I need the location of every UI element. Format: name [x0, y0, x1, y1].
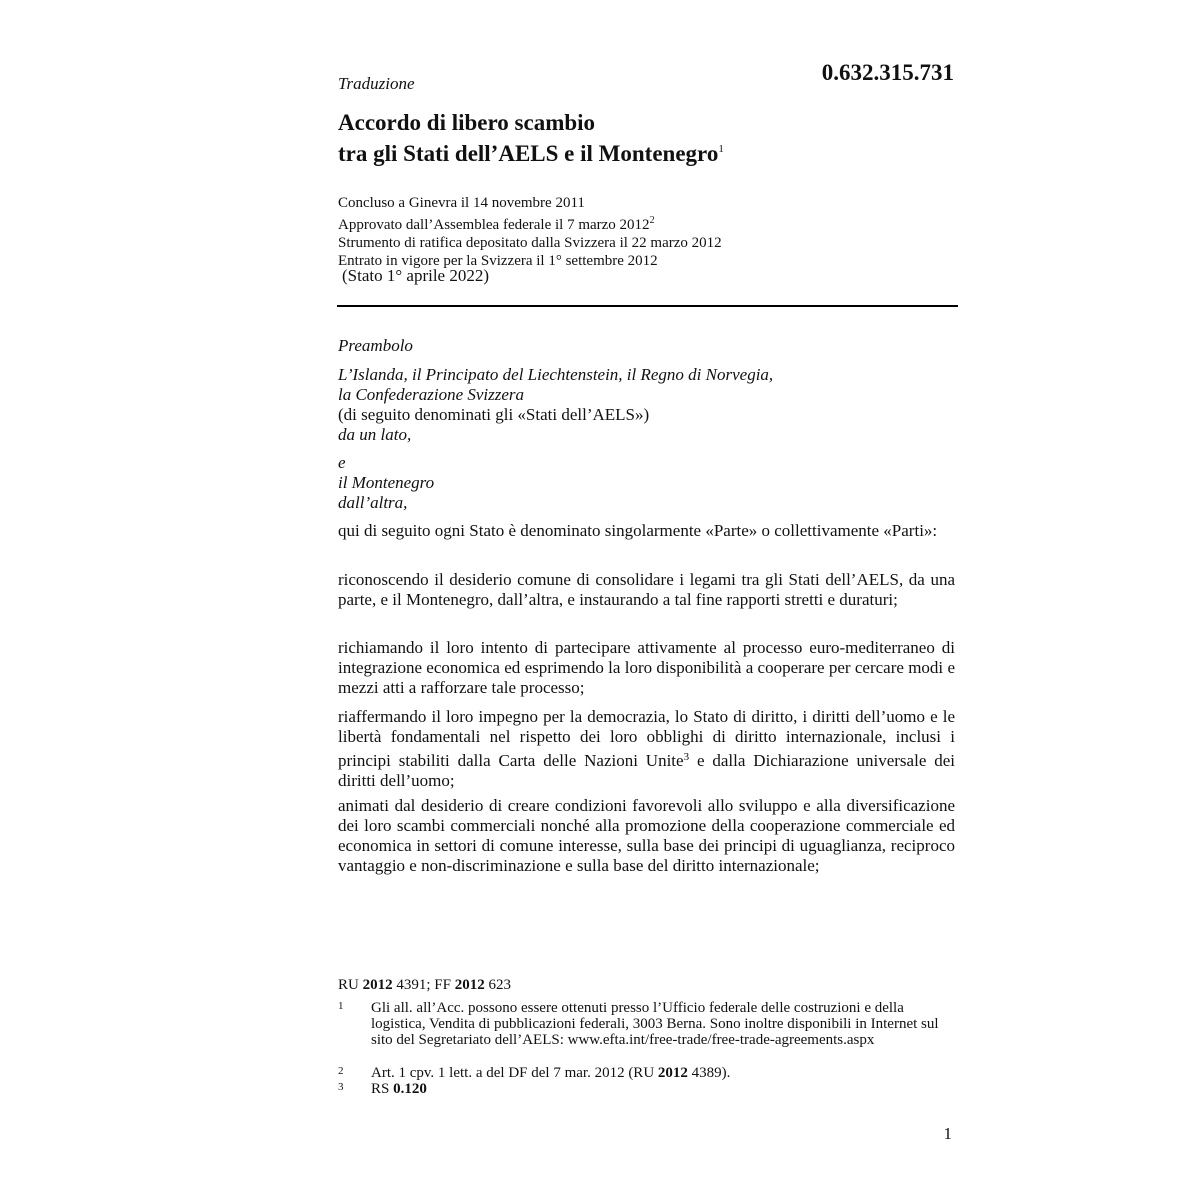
preamble-paragraph-5: animati dal desiderio di creare condizioni favorevoli allo sviluppo e alla diversificazione dei loro scambi commerciali nonché alla promozione della cooperazione commerciale ed economica in settori di comune interesse, sulla base dei principi di uguaglianza, reciproco vantaggio e non-discriminazione e sulla base del diritto internazionale;	[338, 796, 955, 875]
meta-approved-text: Approvato dall’Assemblea federale il 7 marzo 2012	[338, 217, 650, 233]
preamble-counterparty	[338, 453, 955, 513]
meta-approved-footnote-ref[interactable]: 2	[649, 215, 655, 226]
paragraph-4-footnote-ref[interactable]: 3	[683, 751, 690, 763]
ref-ff-year: 2012	[454, 977, 485, 993]
ref-ff-page: 623	[484, 977, 511, 993]
title-line-1: Accordo di libero scambio	[338, 110, 596, 135]
footnote-3-number: 3	[338, 1081, 344, 1093]
footnote-2-text	[371, 1065, 948, 1081]
one-side: da un lato,	[338, 425, 412, 444]
other-side: dall’altra,	[338, 493, 408, 512]
meta-in-force: Entrato in vigore per la Svizzera il 1° settembre 2012	[338, 253, 658, 269]
footnote-3-text	[371, 1081, 948, 1097]
parties-note: (di seguito denominati gli «Stati dell’AELS»)	[338, 405, 650, 424]
sr-number: 0.632.315.731	[821, 60, 954, 85]
preamble-heading: Preambolo	[338, 336, 413, 355]
document-metadata	[338, 194, 722, 270]
paragraph-4-text-b: e dalla Dichiarazione universale dei diritti dell’uomo;	[338, 751, 955, 790]
footnote-1-text: Gli all. all’Acc. possono essere ottenuti presso l’Ufficio federale delle costruzioni e della logistica, Vendita di pubblicazioni federali, 3003 Berna. Sono inoltre disponibili in Internet sul sito del Segretariato dell’AELS: www.efta.int/free-trade/free-trade-agreements.aspx	[371, 1000, 939, 1048]
title-footnote-ref[interactable]: 1	[718, 143, 724, 155]
preamble-paragraph-2: riconoscendo il desiderio comune di consolidare i legami tra gli Stati dell’AELS, da una parte, e il Montenegro, dall’altra, e instaurando a tal fine rapporti stretti e duraturi;	[338, 570, 955, 609]
ref-ru-year: 2012	[362, 977, 393, 993]
header-divider	[337, 305, 958, 307]
document-label: Traduzione	[338, 74, 415, 93]
preamble-paragraph-4	[338, 707, 955, 791]
meta-approved	[338, 212, 722, 234]
title-line-2-text: tra gli Stati dell’AELS e il Montenegro	[338, 141, 719, 166]
parties-line-2: la Confederazione Svizzera	[338, 385, 525, 404]
fn3-text-a: RS	[371, 1081, 394, 1097]
ref-ru-label: RU	[338, 977, 363, 993]
conjunction: e	[338, 453, 346, 472]
ref-ff-label: 4391; FF	[392, 977, 455, 993]
meta-concluded: Concluso a Ginevra il 14 novembre 2011	[338, 195, 585, 211]
status-date: (Stato 1° aprile 2022)	[342, 266, 490, 285]
preamble-paragraph-3: richiamando il loro intento di partecipare attivamente al processo euro-mediterraneo di integrazione economica ed esprimendo la loro disponibilità a cooperare per cercare modi e mezzi atti a rafforzare tale processo;	[338, 638, 955, 697]
footnote-2-number: 2	[338, 1065, 344, 1077]
footnote-2	[338, 1065, 948, 1081]
document-title	[338, 110, 724, 167]
preamble-parties	[338, 365, 955, 445]
footnote-1-number: 1	[338, 1000, 344, 1012]
preamble-paragraph-1: qui di seguito ogni Stato è denominato singolarmente «Parte» o collettivamente «Parti»:	[338, 521, 938, 540]
official-references	[338, 977, 511, 994]
counterparty-name: il Montenegro	[338, 473, 435, 492]
fn2-text-c: 4389).	[687, 1065, 731, 1081]
fn2-year: 2012	[657, 1065, 688, 1081]
page-number: 1	[943, 1124, 952, 1143]
footnote-1	[338, 1000, 948, 1048]
fn2-text-a: Art. 1 cpv. 1 lett. a del DF del 7 mar. 2012 (RU	[371, 1065, 658, 1081]
footnote-3	[338, 1081, 948, 1097]
title-line-2	[338, 136, 724, 167]
fn3-rs-number: 0.120	[393, 1081, 427, 1097]
paragraph-4-text-a: riaffermando il loro impegno per la democrazia, lo Stato di diritto, i diritti dell’uomo e le libertà fondamentali nel rispetto dei loro obblighi di diritto internazionale, inclusi i principi stabiliti dalla Carta delle Nazioni Unite	[338, 707, 955, 770]
parties-line-1: L’Islanda, il Principato del Liechtenstein, il Regno di Norvegia,	[338, 365, 774, 384]
meta-ratification: Strumento di ratifica depositato dalla Svizzera il 22 marzo 2012	[338, 235, 722, 251]
